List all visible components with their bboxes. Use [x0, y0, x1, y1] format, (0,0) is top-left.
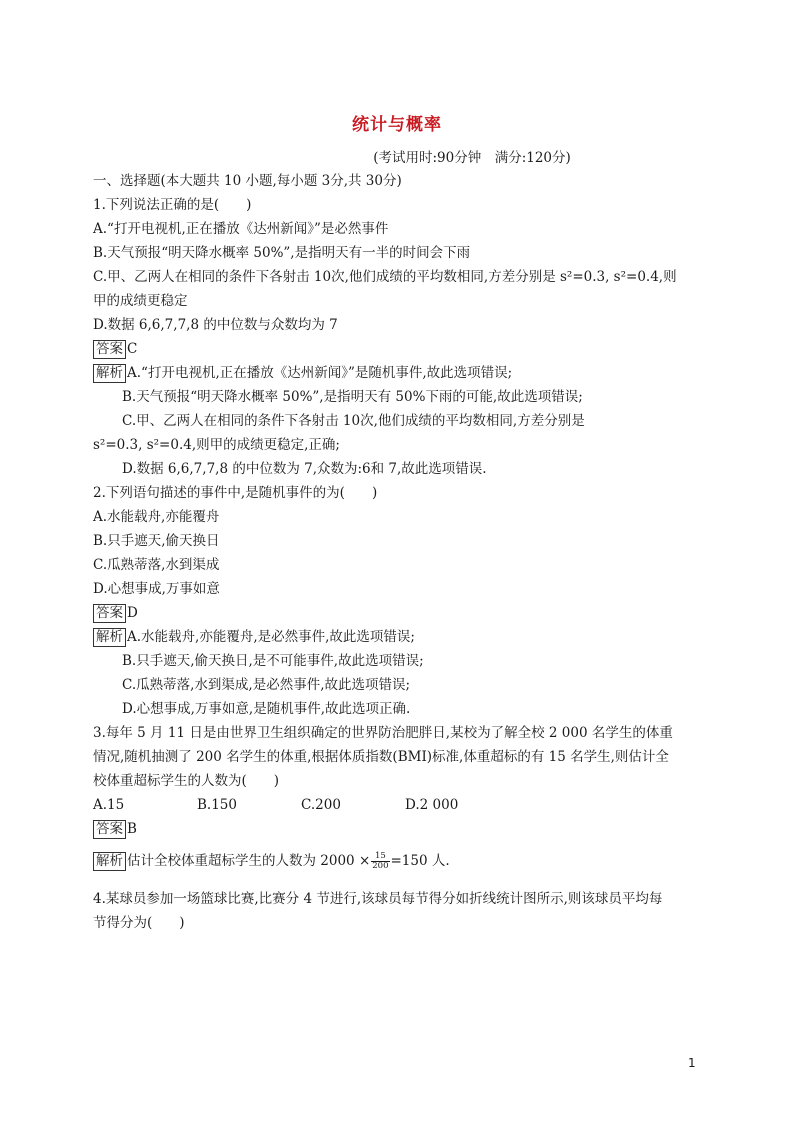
- answer-label: 答案: [93, 820, 126, 839]
- analysis-result: =150 人.: [390, 853, 450, 869]
- q1-option-c-cont: 甲的成绩更稳定: [93, 293, 188, 309]
- q3-option-b: B.150: [197, 797, 237, 813]
- analysis-label: 解析: [93, 852, 126, 871]
- analysis-text: A.水能载舟,亦能覆舟,是必然事件,故此选项错误;: [127, 629, 415, 645]
- q1-analysis-c-cont: s²=0.3, s²=0.4,则甲的成绩更稳定,正确;: [93, 437, 340, 453]
- q2-analysis-c: C.瓜熟蒂落,水到渠成,是必然事件,故此选项错误;: [122, 677, 411, 693]
- q3-stem-1: 3.每年 5 月 11 日是由世界卫生组织确定的世界防治肥胖日,某校为了解全校 2 000 名学生的体重: [93, 725, 673, 741]
- q3-option-d: D.2 000: [405, 797, 459, 813]
- q2-answer: [93, 604, 138, 623]
- q3-options: [93, 796, 458, 814]
- q1-analysis-c: C.甲、乙两人在相同的条件下各射击 10次,他们成绩的平均数相同,方差分别是: [122, 413, 585, 429]
- q3-stem-2: 情况,随机抽测了 200 名学生的体重,根据体质指数(BMI)标准,体重超标的有 15 名学生,则估计全: [93, 749, 669, 765]
- analysis-text: A.“打开电视机,正在播放《达州新闻》”是随机事件,故此选项错误;: [127, 365, 513, 381]
- q2-option-b: B.只手遮天,偷天换日: [93, 533, 220, 549]
- fraction: [371, 852, 389, 871]
- q3-option-c: C.200: [301, 797, 341, 813]
- q1-analysis-b: B.天气预报“明天降水概率 50%”,是指明天有 50%下雨的可能,故此选项错误;: [122, 389, 583, 405]
- q2-option-c: C.瓜熟蒂落,水到渠成: [93, 557, 220, 573]
- q2-analysis-b: B.只手遮天,偷天换日,是不可能事件,故此选项错误;: [122, 653, 424, 669]
- q1-stem: 1.下列说法正确的是( ): [93, 197, 252, 213]
- answer-label: 答案: [93, 604, 126, 623]
- q2-stem: 2.下列语句描述的事件中,是随机事件的为( ): [93, 485, 378, 501]
- q1-analysis-a: [93, 364, 512, 383]
- section-heading: 一、选择题(本大题共 10 小题,每小题 3分,共 30分): [93, 173, 402, 189]
- q2-analysis-a: [93, 628, 415, 647]
- q3-option-a: A.15: [93, 797, 125, 813]
- analysis-text: 估计全校体重超标学生的人数为 2000 ×: [127, 853, 371, 869]
- q1-answer: [93, 340, 137, 359]
- answer-value: C: [127, 341, 138, 357]
- fraction-numerator: 15: [371, 852, 389, 862]
- q4-stem-1: 4.某球员参加一场篮球比赛,比赛分 4 节进行,该球员每节得分如折线统计图所示,则该球员平均每: [93, 891, 663, 907]
- q3-answer: [93, 820, 137, 839]
- q1-option-c: C.甲、乙两人在相同的条件下各射击 10次,他们成绩的平均数相同,方差分别是 s²=0.3, s²=0.4,则: [93, 269, 677, 285]
- exam-info: (考试用时:90分钟 满分:120分): [373, 150, 571, 166]
- q3-analysis: [93, 852, 450, 871]
- q2-analysis-d: D.心想事成,万事如意,是随机事件,故此选项正确.: [122, 701, 411, 717]
- q1-analysis-d: D.数据 6,6,7,7,8 的中位数为 7,众数为:6和 7,故此选项错误.: [122, 461, 487, 477]
- q3-stem-3: 校体重超标学生的人数为( ): [93, 773, 280, 789]
- fraction-denominator: 200: [372, 861, 389, 871]
- q1-option-b: B.天气预报“明天降水概率 50%”,是指明天有一半的时间会下雨: [93, 245, 471, 261]
- page-title: 统计与概率: [352, 115, 442, 135]
- answer-label: 答案: [93, 340, 126, 359]
- answer-value: B: [127, 821, 137, 837]
- q1-option-d: D.数据 6,6,7,7,8 的中位数与众数均为 7: [93, 317, 338, 333]
- analysis-label: 解析: [93, 364, 126, 383]
- q2-option-a: A.水能载舟,亦能覆舟: [93, 509, 220, 525]
- q1-option-a: A.“打开电视机,正在播放《达州新闻》”是必然事件: [93, 221, 389, 237]
- answer-value: D: [127, 605, 138, 621]
- q2-option-d: D.心想事成,万事如意: [93, 581, 220, 597]
- page-number: 1: [688, 1056, 696, 1070]
- q4-stem-2: 节得分为( ): [93, 915, 185, 931]
- analysis-label: 解析: [93, 628, 126, 647]
